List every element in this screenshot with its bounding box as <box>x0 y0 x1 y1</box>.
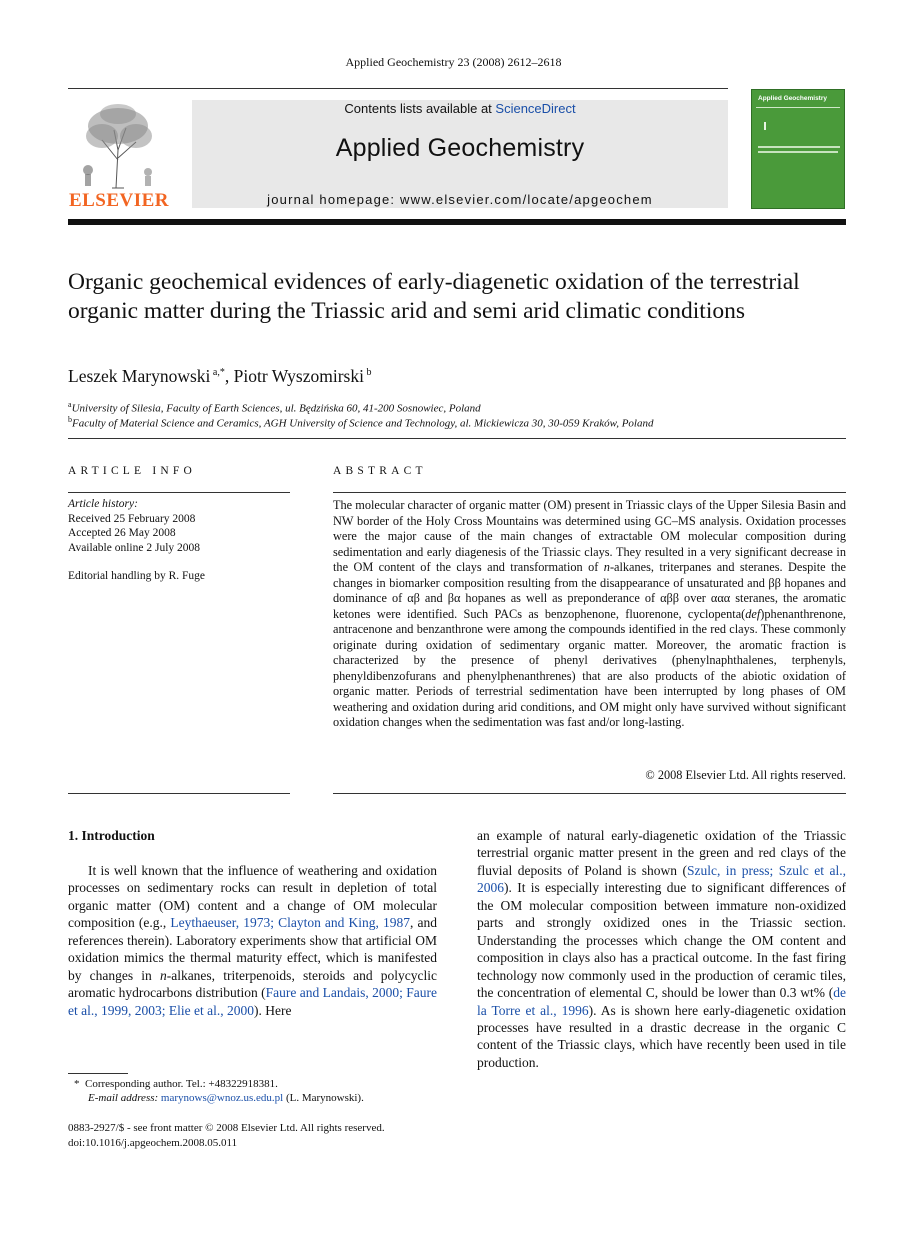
history-label: Article history: <box>68 498 138 510</box>
abstract-part: The molecular character of organic matter (OM) present in Triassic clays of the Upper Silesia Basin and NW border of the Holy Cross Mountains was determined using GC–MS analysis. Oxidation processes were the major cause of the main changes of extractable OM molecular composition during sedimentation and early diagenesis of the Triassic clays. They resulted in a very significant decrease in the OM content of the clays and transformation of <box>333 498 846 574</box>
abstract-bottom-rule <box>333 793 846 794</box>
email-label: E-mail address: <box>88 1092 161 1104</box>
affiliation-marker: a <box>68 400 72 409</box>
article-title: Organic geochemical evidences of early-diagenetic oxidation of the terrestrial organic matter during the Triassic arid and semi arid climatic conditions <box>68 269 800 324</box>
author-affiliation-marker: b <box>366 367 372 379</box>
email-owner: (L. Marynowski). <box>283 1092 364 1104</box>
abstract-part: )phenanthrenone, antracenone and benzanthrone were among the compounds identified in the red clays. These commonly originate during oxidation of sedimentary organic matter. Moreover, the aromatic fraction is characterized by the presence of phenyl derivatives (phenylnaphthalenes, terphenyls, phenyldibenzofurans and phenylphenanthrenes) that are also products of the abiotic oxidation of organic matter. Periods of terrestrial sedimentation have been interrupted by long phases of OM weathering and oxidation during arid conditions, and OM might only have survived without significant oxidation changes when the sedimentation was fast and/or long-lasting. <box>333 606 846 729</box>
body-text: an example of natural early-diagenetic oxidation of the Triassic terrestrial organic matter present in the green and red clays of the fluvial deposits of Poland is shown ( <box>477 828 846 878</box>
body-text: It is well known that the influence of weathering and oxidation processes on sedimentary rocks can result in depletion of total organic matter (OM) content and a change of OM molecular composition (e.g., <box>68 863 437 931</box>
cover-band <box>756 107 840 108</box>
cover-title: Applied Geochemistry <box>758 95 827 102</box>
issn-line: 0883-2927/$ - see front matter © 2008 Elsevier Ltd. All rights reserved. <box>68 1122 385 1134</box>
body-italic: n <box>159 967 167 983</box>
cover-text-line <box>758 151 838 153</box>
author-affiliation-marker: a,* <box>212 367 225 379</box>
cover-text-line <box>758 146 840 148</box>
footnote-rule <box>68 1073 128 1074</box>
sciencedirect-link[interactable]: ScienceDirect <box>495 101 576 116</box>
article-info-heading: ARTICLE INFO <box>68 465 196 477</box>
footnote-star: * <box>74 1078 80 1090</box>
abstract-text <box>333 498 846 731</box>
online-date: Available online 2 July 2008 <box>68 541 201 554</box>
received-date: Received 25 February 2008 <box>68 512 196 525</box>
affiliation-b <box>68 415 653 430</box>
affiliation-rule <box>68 438 846 439</box>
article-info <box>68 497 290 584</box>
journal-citation: Applied Geochemistry 23 (2008) 2612–2618 <box>345 55 562 69</box>
affiliation-a <box>68 400 481 415</box>
journal-cover-thumbnail <box>751 89 845 209</box>
abstract-italic: def <box>745 606 761 621</box>
section-heading-introduction: 1. Introduction <box>68 828 155 843</box>
accepted-date: Accepted 26 May 2008 <box>68 527 176 539</box>
corresponding-author-text: Corresponding author. Tel.: +48322918381. <box>85 1078 278 1090</box>
intro-right-column <box>477 827 846 1071</box>
affiliation-text: Faculty of Material Science and Ceramics, AGH University of Science and Technology, al. Mickiewicza 30, 30-059 Kraków, Poland <box>72 417 654 430</box>
body-text: ). As is shown here early-diagenetic oxidation processes have resulted in a drastic decrease in the organic C content of the Triassic clays, which have recently been used in tile production. <box>477 1002 846 1070</box>
journal-name: Applied Geochemistry <box>335 134 585 162</box>
journal-homepage[interactable]: journal homepage: www.elsevier.com/locate/apgeochem <box>267 192 653 207</box>
doi-line[interactable]: doi:10.1016/j.apgeochem.2008.05.011 <box>68 1137 238 1149</box>
article-info-bottom-rule <box>68 793 290 794</box>
contents-line <box>192 101 728 116</box>
citation-link[interactable]: de la Torre et al., 1996 <box>477 985 846 1018</box>
publisher-name: ELSEVIER <box>68 190 170 211</box>
article-info-rule <box>68 492 290 493</box>
abstract-part: -alkanes, triterpanes and steranes. Despite the changes in biomarker composition resulting from the disappearance of unsaturated and ββ hopanes and dominance of αβ and βα hopanes as well as preponderance of αββ over ααα steranes, the aromatic ketones were identified. Such PACs as benzophenone, fluorenone, cyclopenta( <box>333 560 847 621</box>
body-text: ). It is especially interesting due to significant differences of the OM molecular composition between immature non-oxidized parts and strongly oxidized ones in the Triassic section. Understanding the processes which change the OM content and composition in clays also has a practical outcome. In the fast firing technology now commonly used in the production of ceramic tiles, the concentration of elemental C, should be lower than 0.3 wt% ( <box>477 880 846 1001</box>
body-text: , and references therein). Laboratory experiments show that artificial OM oxidation mimics the thermal maturity effect, which is manifested by changes in <box>68 915 437 983</box>
header-thick-rule <box>68 219 846 225</box>
affiliation-text: University of Silesia, Faculty of Earth Sciences, ul. Będzińska 60, 41-200 Sosnowiec, Poland <box>71 402 481 415</box>
body-text: -alkanes, triterpenoids, steroids and polycyclic aromatic hydrocarbons distribution ( <box>68 967 437 1001</box>
author-list <box>68 366 371 387</box>
author-separator: , <box>224 366 234 386</box>
email-link[interactable]: marynows@wnoz.us.edu.pl <box>160 1092 284 1104</box>
affiliation-marker: b <box>68 415 72 424</box>
contents-prefix: Contents lists available at <box>344 101 496 116</box>
abstract-italic: n <box>603 560 610 574</box>
author-name: Piotr Wyszomirski <box>233 366 364 386</box>
abstract-copyright: © 2008 Elsevier Ltd. All rights reserved. <box>645 768 846 782</box>
intro-left-column <box>68 862 437 1019</box>
email-footnote <box>88 1091 364 1105</box>
author-name: Leszek Marynowski <box>68 366 211 386</box>
abstract-rule <box>333 492 846 493</box>
header-top-rule <box>68 88 728 89</box>
citation-link[interactable]: Szulc, in press; Szulc et al., 2006 <box>477 862 847 896</box>
cover-mark <box>764 122 766 130</box>
citation-link[interactable]: Faure and Landais, 2000; Faure et al., 1999, 2003; Elie et al., 2000 <box>68 985 438 1018</box>
editorial-handling: Editorial handling by R. Fuge <box>68 570 206 582</box>
abstract-heading: ABSTRACT <box>333 465 427 477</box>
body-text: ). Here <box>253 1002 292 1018</box>
corresponding-author-footnote <box>68 1077 278 1091</box>
citation-link[interactable]: Leythaeuser, 1973; Clayton and King, 1987 <box>170 915 411 931</box>
